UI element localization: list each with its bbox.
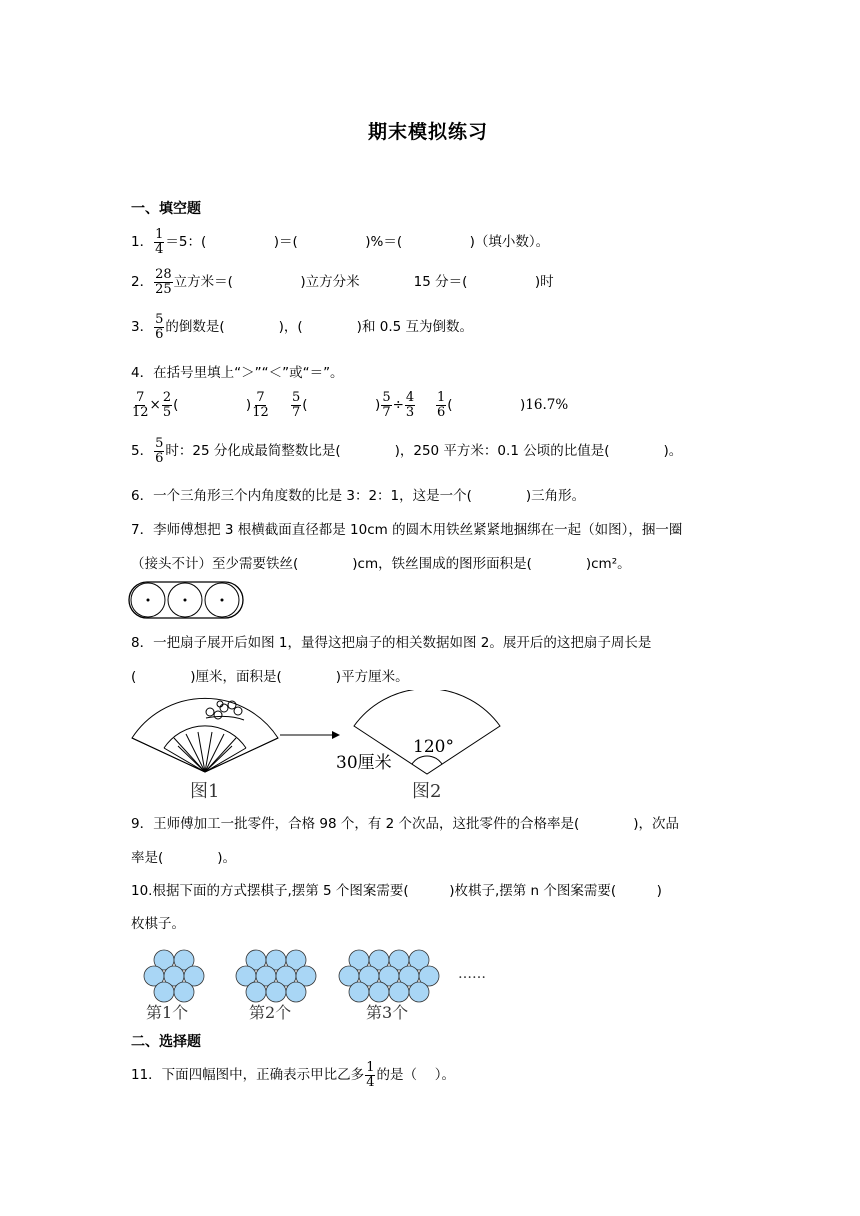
pattern-label-2: 第2个 bbox=[249, 1003, 292, 1022]
question-number: 5． bbox=[131, 443, 154, 460]
section-fill-in-blank: 一、填空题 bbox=[131, 201, 201, 217]
three-logs-figure bbox=[128, 580, 244, 620]
chess-piece bbox=[369, 982, 389, 1002]
chess-piece bbox=[389, 982, 409, 1002]
question-10-line-1: 10.根据下面的方式摆棋子,摆第 5 个图案需要( )枚棋子,摆第 n 个图案需要( ) bbox=[131, 883, 662, 899]
question-number: 4． bbox=[131, 365, 154, 381]
chess-piece bbox=[409, 982, 429, 1002]
angle-label: 120° bbox=[413, 737, 454, 757]
figure-2-label: 图2 bbox=[412, 781, 442, 802]
chess-pattern-figure bbox=[136, 948, 506, 1026]
comparison-2: $\frac{5}{7}$ ( ) $\frac{5}{7}$ ÷ $\frac{4}{3}$ bbox=[292, 390, 415, 420]
question-8-line-2: ( )厘米，面积是( )平方厘米。 bbox=[131, 669, 409, 685]
question-number: 3． bbox=[131, 319, 154, 336]
question-4 bbox=[131, 361, 344, 381]
question-7-line-1: 7．李师傅想把 3 根横截面直径都是 10cm 的圆木用铁丝紧紧地捆绑在一起（如图），捆一圈 bbox=[131, 522, 683, 538]
chess-piece bbox=[246, 982, 266, 1002]
comparison-1: $\frac{7}{12}$ × $\frac{2}{5}$ ( ) $\frac{7}{12}$ bbox=[132, 390, 269, 420]
section-multiple-choice: 二、选择题 bbox=[131, 1034, 201, 1050]
question-7-line-2: （接头不计）至少需要铁丝( )cm，铁丝围成的图形面积是( )cm²。 bbox=[131, 556, 631, 572]
question-2 bbox=[131, 268, 554, 296]
question-3 bbox=[131, 313, 473, 341]
chess-piece bbox=[266, 982, 286, 1002]
fraction: $\frac{1}{4}$ bbox=[155, 227, 164, 257]
comparison-3: $\frac{1}{6}$ ( )16.7% bbox=[437, 390, 569, 420]
question-number: 1． bbox=[131, 234, 154, 251]
fan-figures bbox=[128, 690, 508, 805]
question-text: 立方米＝( )立方分米 15 分＝( )时 bbox=[173, 274, 554, 291]
fan-figure-1 bbox=[132, 698, 278, 772]
pattern-label-3: 第3个 bbox=[366, 1003, 409, 1022]
fraction: $\frac{5}{6}$ bbox=[155, 436, 164, 466]
chess-piece bbox=[174, 982, 194, 1002]
question-text-end: 的是（ ）。 bbox=[376, 1067, 456, 1084]
chess-piece bbox=[154, 982, 174, 1002]
question-8-line-1: 8．一把扇子展开后如图 1，量得这把扇子的相关数据如图 2。展开后的这把扇子周长是 bbox=[131, 635, 652, 651]
question-6: 6．一个三角形三个内角度数的比是 3：2：1，这是一个( )三角形。 bbox=[131, 488, 586, 504]
answer-blank[interactable]: ( ) bbox=[173, 397, 252, 414]
figure-1-label: 图1 bbox=[190, 781, 220, 802]
question-text: ＝5：( )＝( )%＝( )（填小数）。 bbox=[165, 234, 550, 251]
ellipsis: …… bbox=[458, 966, 486, 982]
question-text: 时：25 分化成最简整数比是( )，250 平方米：0.1 公顷的比值是( )。 bbox=[165, 443, 683, 460]
question-1 bbox=[131, 228, 549, 256]
question-text: 在括号里填上“＞”“＜”或“＝”。 bbox=[153, 365, 344, 381]
answer-blank[interactable]: ( ) bbox=[302, 397, 381, 414]
question-5 bbox=[131, 437, 682, 465]
question-9-line-1: 9．王师傅加工一批零件，合格 98 个，有 2 个次品，这批零件的合格率是( )，次品 bbox=[131, 816, 680, 832]
fraction: $\frac{28}{25}$ bbox=[155, 267, 172, 297]
fraction: $\frac{1}{4}$ bbox=[366, 1060, 375, 1090]
question-text: 11．下面四幅图中，正确表示甲比乙多 bbox=[131, 1067, 365, 1084]
arrow bbox=[280, 731, 340, 739]
question-10-line-2: 枚棋子。 bbox=[131, 916, 185, 932]
chess-piece bbox=[286, 982, 306, 1002]
question-text: 的倒数是( )，( )和 0.5 互为倒数。 bbox=[165, 319, 473, 336]
chess-piece bbox=[349, 982, 369, 1002]
pattern-label-1: 第1个 bbox=[146, 1003, 189, 1022]
radius-label: 30厘米 bbox=[336, 753, 392, 773]
question-number: 2． bbox=[131, 274, 154, 291]
answer-blank[interactable]: ( ) bbox=[447, 397, 526, 414]
question-11 bbox=[131, 1061, 455, 1089]
page-title: 期末模拟练习 bbox=[368, 121, 489, 143]
question-9-line-2: 率是( )。 bbox=[131, 850, 237, 866]
fraction: $\frac{5}{6}$ bbox=[155, 312, 164, 342]
